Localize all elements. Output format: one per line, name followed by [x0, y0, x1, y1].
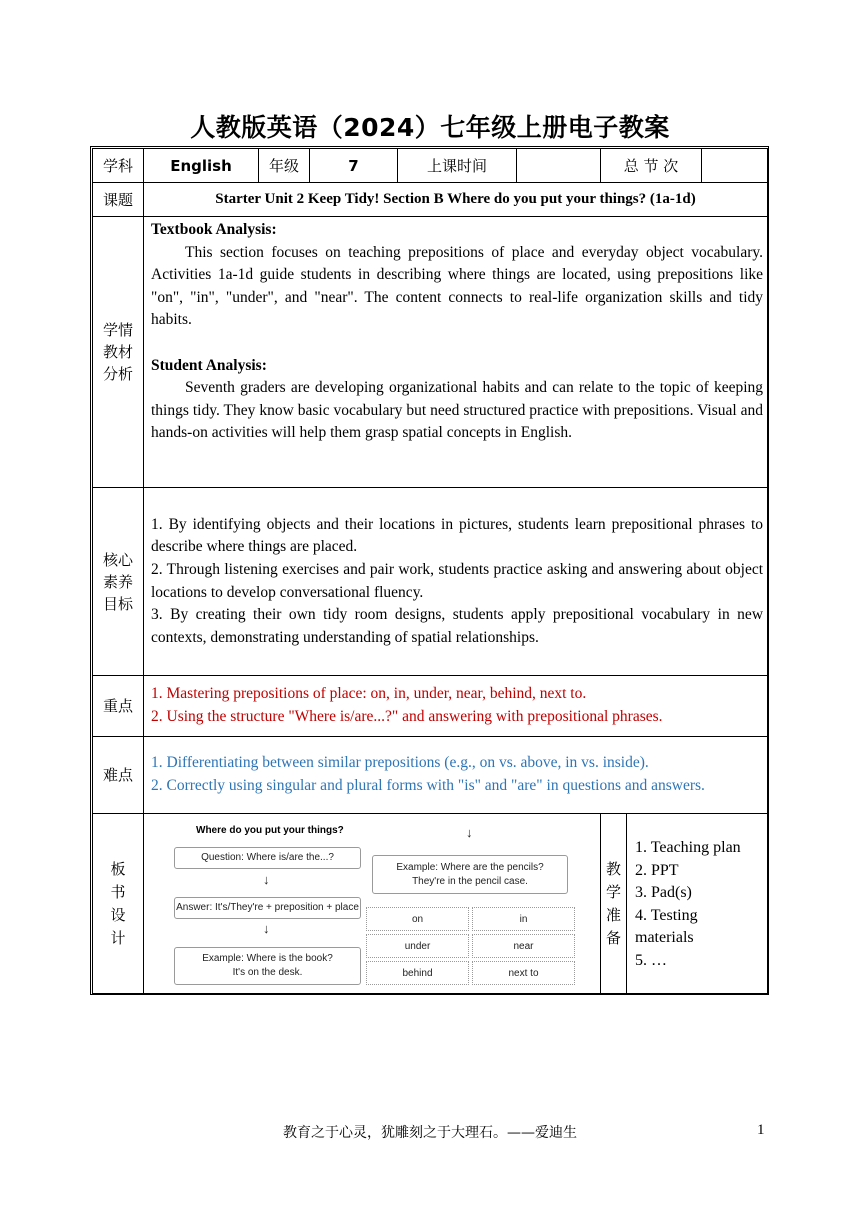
example-pencils-box — [372, 855, 568, 894]
lesson-plan-table — [92, 148, 768, 994]
class-time-value — [517, 149, 601, 183]
board-design-label — [93, 814, 144, 994]
grade-label: 年级 — [259, 149, 310, 183]
board-row — [93, 814, 768, 994]
topic-value: Starter Unit 2 Keep Tidy! Section B Where do you put your things? (1a-1d) — [144, 183, 768, 217]
key-point-item: 1. Mastering prepositions of place: on, in, under, near, behind, next to. — [151, 685, 587, 703]
question-box: Question: Where is/are the...? — [174, 847, 361, 869]
footer-quote: 教育之于心灵，犹雕刻之于大理石。——爱迪生 — [283, 1125, 577, 1141]
board-design-diagram-cell — [144, 814, 601, 994]
objectives-label-line: 核心 — [102, 550, 133, 569]
down-arrow-icon: ↓ — [263, 920, 270, 936]
objectives-label — [93, 488, 144, 676]
preposition-cell: under — [366, 934, 469, 958]
teaching-preparation-label — [601, 814, 627, 994]
objectives-label-line: 目标 — [102, 594, 133, 613]
header-row — [93, 149, 768, 183]
objectives-label-line: 素养 — [102, 572, 133, 591]
total-periods-label: 总 节 次 — [601, 149, 702, 183]
student-analysis-heading: Student Analysis: — [151, 356, 267, 374]
difficult-point-item: 1. Differentiating between similar prepositions (e.g., on vs. above, in vs. inside). — [151, 754, 649, 772]
example-pencils-question: Example: Where are the pencils? — [396, 861, 544, 873]
objective-item: 2. Through listening exercises and pair work, students practice asking and answering about object locations to develop conversational fluency. — [151, 560, 764, 601]
prep-label-char: 准 — [605, 905, 621, 924]
topic-label: 课题 — [93, 183, 144, 217]
objective-item: 3. By creating their own tidy room designs, students apply prepositional vocabulary in new contexts, demonstrating understanding of spatial relationships. — [151, 606, 764, 646]
objectives-row — [93, 488, 768, 676]
difficult-points-content — [144, 737, 768, 814]
analysis-label-line: 分析 — [102, 365, 133, 383]
down-arrow-icon: ↓ — [466, 824, 473, 840]
preposition-cell: next to — [472, 961, 575, 985]
objectives-content — [144, 488, 768, 676]
textbook-analysis-heading: Textbook Analysis: — [151, 221, 277, 238]
grade-value: 7 — [310, 149, 398, 183]
board-label-char: 设 — [110, 905, 126, 924]
down-arrow-icon: ↓ — [263, 871, 270, 887]
difficult-points-row — [93, 737, 768, 814]
analysis-row — [93, 217, 768, 488]
board-heading: Where do you put your things? — [196, 824, 344, 836]
topic-row — [93, 183, 768, 217]
board-diagram — [144, 815, 600, 993]
analysis-content — [144, 217, 768, 488]
key-points-row — [93, 676, 768, 737]
answer-box: Answer: It's/They're + preposition + place — [174, 897, 361, 919]
difficult-point-item: 2. Correctly using singular and plural forms with "is" and "are" in questions and answers. — [151, 777, 705, 794]
example-pencils-answer: They're in the pencil case. — [412, 875, 528, 887]
example-book-box — [174, 947, 361, 985]
preposition-cell: in — [472, 907, 575, 931]
prep-label-char: 学 — [605, 882, 621, 901]
prep-label-char: 教 — [605, 859, 621, 878]
prep-item: 5. … — [635, 951, 667, 969]
example-book-answer: It's on the desk. — [232, 966, 303, 978]
subject-label: 学科 — [93, 149, 144, 183]
prep-label-char: 备 — [605, 928, 621, 947]
teaching-preparation-list — [627, 814, 768, 994]
subject-value: English — [144, 149, 259, 183]
analysis-label — [93, 217, 144, 488]
total-periods-value — [702, 149, 768, 183]
board-label-char: 板 — [110, 859, 126, 878]
objective-item: 1. By identifying objects and their locations in pictures, students learn prepositional phrases to describe where things are placed. — [151, 515, 764, 556]
textbook-analysis-text: This section focuses on teaching prepositions of place and everyday object vocabulary. Activities 1a-1d guide students in describing where things are located, using prepositions like "on", "in", "under", and "near". The content connects to real-life organization skills and tidy habits. — [151, 243, 764, 329]
prep-item: 4. Testing — [635, 906, 698, 924]
page-title: 人教版英语（2024）七年级上册电子教案 — [190, 113, 670, 142]
board-label-char: 计 — [110, 928, 126, 947]
preposition-cell: on — [366, 907, 469, 931]
key-points-label: 重点 — [93, 676, 144, 737]
class-time-label: 上课时间 — [398, 149, 517, 183]
analysis-label-line: 学情 — [102, 321, 133, 339]
preposition-cell: behind — [366, 961, 469, 985]
key-points-content — [144, 676, 768, 737]
preposition-cell: near — [472, 934, 575, 958]
prep-item: materials — [635, 929, 694, 947]
prep-item: 1. Teaching plan — [635, 839, 741, 856]
page-number: 1 — [757, 1122, 765, 1138]
prep-item: 2. PPT — [635, 861, 679, 879]
example-book-question: Example: Where is the book? — [202, 952, 333, 964]
analysis-label-line: 教材 — [102, 343, 133, 361]
difficult-points-label: 难点 — [93, 737, 144, 814]
key-point-item: 2. Using the structure "Where is/are...?" and answering with prepositional phrases. — [151, 708, 663, 725]
student-analysis-text: Seventh graders are developing organizational habits and can relate to the topic of keeping things tidy. They know basic vocabulary but need structured practice with prepositions. Visual and hands-on activities will help them grasp spatial concepts in English. — [151, 379, 764, 442]
board-label-char: 书 — [110, 882, 126, 901]
prep-item: 3. Pad(s) — [635, 884, 692, 902]
